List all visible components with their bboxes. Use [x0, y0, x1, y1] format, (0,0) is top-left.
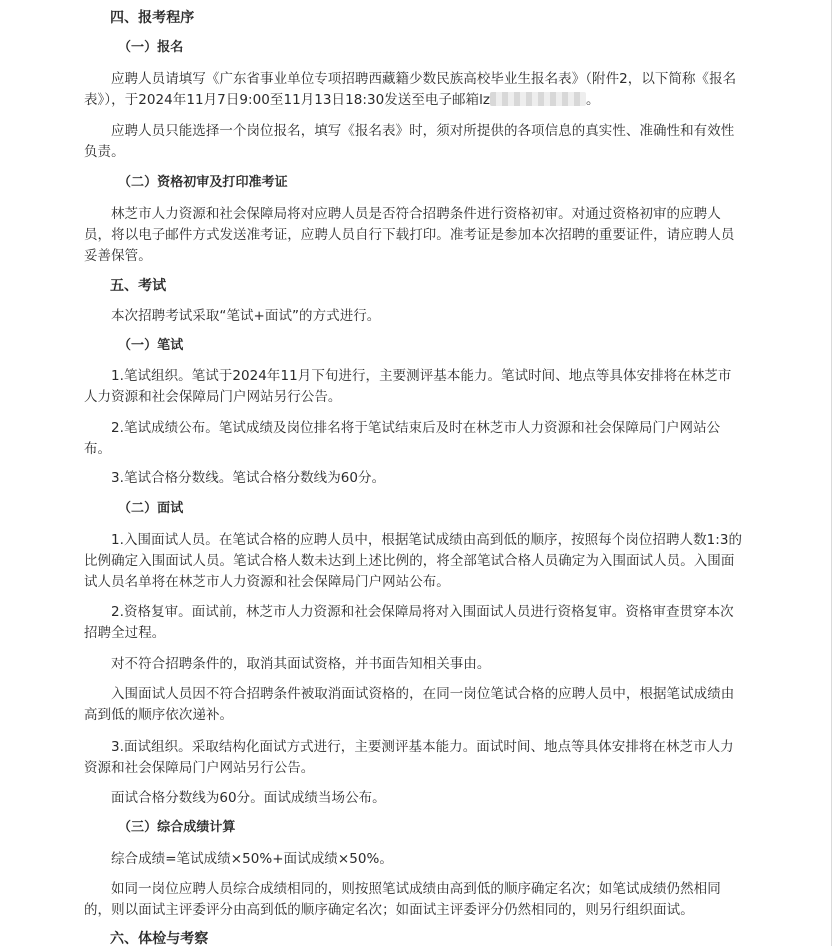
section-5-1-heading: （一）笔试 [118, 338, 184, 353]
section-5-3-heading: （三）综合成绩计算 [118, 820, 236, 835]
qualification-paragraph: 林芝市人力资源和社会保障局将对应聘人员是否符合招聘条件进行资格初审。对通过资格初审的应聘人员，将以电子邮件方式发送准考证，应聘人员自行下载打印。准考证是参加本次招聘的重要证件，请应聘人员妥善保管。 [84, 206, 735, 264]
interview-organization-paragraph: 3.面试组织。采取结构化面试方式进行，主要测评基本能力。面试时间、地点等具体安排将在林芝市人力资源和社会保障局门户网站另行公告。 [84, 739, 734, 776]
section-4-heading: 四、报考程序 [110, 10, 195, 26]
written-organization-paragraph: 1.笔试组织。笔试于2024年11月下旬进行，主要测评基本能力。笔试时间、地点等具体安排将在林芝市人力资源和社会保障局门户网站另行公告。 [84, 368, 732, 405]
ranking-rules-paragraph: 如同一岗位应聘人员综合成绩相同的，则按照笔试成绩由高到低的顺序确定名次；如笔试成绩仍然相同的，则以面试主评委评分由高到低的顺序确定名次；如面试主评委评分仍然相同的，则另行组织面试。 [84, 881, 721, 918]
written-results-paragraph: 2.笔试成绩公布。笔试成绩及岗位排名将于笔试结束后及时在林芝市人力资源和社会保障局门户网站公布。 [84, 420, 721, 457]
substitution-paragraph: 入围面试人员因不符合招聘条件被取消面试资格的，在同一岗位笔试合格的应聘人员中，根据笔试成绩由高到低的顺序依次递补。 [84, 686, 735, 723]
interview-passline-paragraph: 面试合格分数线为60分。面试成绩当场公布。 [111, 790, 386, 806]
section-4-2-heading: （二）资格初审及打印准考证 [118, 175, 288, 190]
registration-paragraph [84, 69, 744, 111]
registration-text: 应聘人员请填写《广东省事业单位专项招聘西藏籍少数民族高校毕业生报名表》（附件2，以下简称《报名表》），于2024年11月7日9:00至11月13日18:30发送至电子邮箱lz [84, 71, 737, 108]
redacted-email [490, 92, 586, 106]
exam-intro-paragraph: 本次招聘考试采取“笔试+面试”的方式进行。 [111, 308, 381, 324]
composite-formula-paragraph: 综合成绩=笔试成绩×50%+面试成绩×50%。 [111, 851, 393, 867]
section-4-1-heading: （一）报名 [118, 40, 184, 55]
qualification-review-paragraph: 2.资格复审。面试前，林芝市人力资源和社会保障局将对入围面试人员进行资格复审。资格审查贯穿本次招聘全过程。 [84, 604, 734, 641]
disqualification-paragraph: 对不符合招聘条件的，取消其面试资格，并书面告知相关事由。 [111, 656, 491, 672]
registration-responsibility-paragraph: 应聘人员只能选择一个岗位报名，填写《报名表》时，须对所提供的各项信息的真实性、准确性和有效性负责。 [84, 123, 735, 160]
registration-text-end: 。 [586, 92, 600, 108]
interview-candidates-paragraph: 1.入围面试人员。在笔试合格的应聘人员中，根据笔试成绩由高到低的顺序，按照每个岗位招聘人数1:3的比例确定入围面试人员。笔试合格人数未达到上述比例的，将全部笔试合格人员确定为入围面试人员。入围面试人员名单将在林芝市人力资源和社会保障局门户网站公布。 [84, 532, 743, 590]
section-5-heading: 五、考试 [110, 278, 167, 294]
section-5-2-heading: （二）面试 [118, 501, 184, 516]
section-6-heading: 六、体检与考察 [110, 931, 209, 947]
written-passline-paragraph: 3.笔试合格分数线。笔试合格分数线为60分。 [111, 470, 386, 486]
